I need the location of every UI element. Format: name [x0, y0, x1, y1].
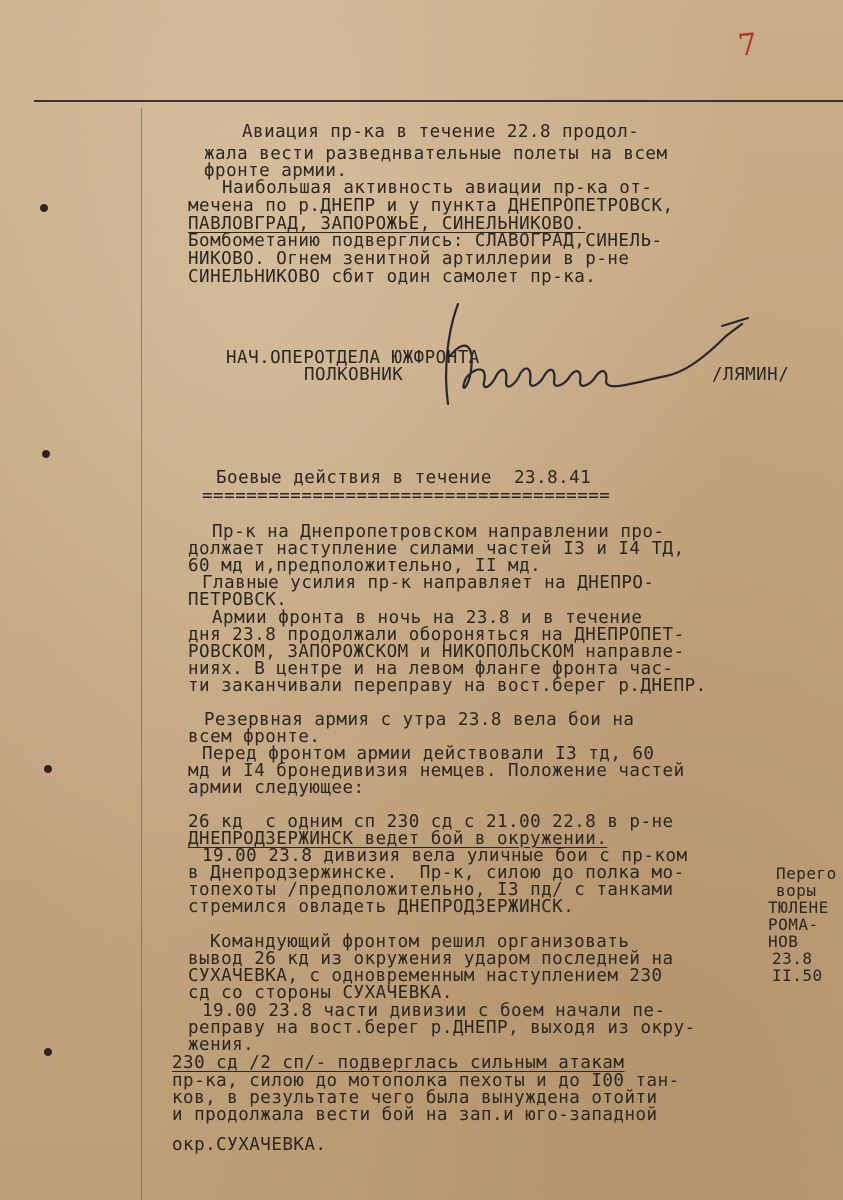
punch-hole — [44, 765, 52, 773]
text-line: Бомбометанию подверглись: СЛАВОГРАД,СИНЕЛЬ- — [188, 231, 663, 251]
signature-rank: ПОЛКОВНИК — [304, 365, 404, 385]
text-line: жения. — [188, 1035, 255, 1055]
signature-position: НАЧ.ОПЕРОТДЕЛА ЮЖФРОНТА — [226, 348, 480, 368]
punch-hole — [40, 204, 48, 212]
text-line: в Днепродзержинске. Пр-к, силою до полка мо- — [188, 863, 685, 883]
margin-note-line: ТЮЛЕНЕ — [768, 898, 829, 917]
text-line: Авиация пр-ка в течение 22.8 продол- — [242, 122, 640, 142]
text-line: ти заканчивали переправу на вост.берег р.ДНЕПР. — [188, 676, 707, 696]
text-line: Армии фронта в ночь на 23.8 и в течение — [212, 608, 643, 628]
text-line: Наибольшая активность авиации пр-ка от- — [222, 178, 653, 198]
top-rule — [34, 100, 843, 102]
text-line: СИНЕЛЬНИКОВО сбит один самолет пр-ка. — [188, 267, 597, 287]
text-line: окр.СУХАЧЕВКА. — [172, 1135, 327, 1155]
text-line: всем фронте. — [188, 727, 321, 747]
punch-hole — [42, 450, 50, 458]
text-line: сд со стороны СУХАЧЕВКА. — [188, 983, 453, 1003]
text-line: 19.00 23.8 части дивизии с боем начали пе- — [202, 1001, 666, 1021]
text-line: и продолжала вести бой на зап.и юго-западной — [172, 1105, 658, 1125]
text-line: жала вести разведнвательные полеты на всем — [204, 144, 668, 164]
margin-note-line: НОВ — [768, 932, 799, 951]
text-line: ДНЕПРОДЗЕРЖИНСК ведет бой в окружении. — [188, 829, 608, 849]
margin-rule — [141, 108, 142, 1200]
text-line: мечена по р.ДНЕПР и у пункта ДНЕПРОПЕТРОВСК, — [188, 196, 674, 216]
text-line: стремился овладеть ДНЕПРОДЗЕРЖИНСК. — [188, 897, 575, 917]
text-line: Пр-к на Днепропетровском направлении про- — [212, 522, 665, 542]
text-line: 19.00 23.8 дивизия вела уличные бои с пр-ком — [202, 846, 688, 866]
margin-note-line: РОМА- — [768, 915, 819, 934]
handwritten-signature — [436, 296, 756, 426]
section-heading: Боевые действия в течение 23.8.41 — [216, 468, 592, 488]
heading-underline: ===================================== — [202, 486, 611, 506]
text-line: ниях. В центре и на левом фланге фронта час- — [188, 659, 674, 679]
text-line: топехоты /предположительно, I3 пд/ с танками — [188, 880, 674, 900]
text-line: ПАВЛОВГРАД, ЗАПОРОЖЬЕ, СИНЕЛЬНИКОВО. — [188, 214, 586, 234]
page-number: 7 — [736, 27, 757, 64]
text-line: армии следующее: — [188, 778, 365, 798]
text-line: вывод 26 кд из окружения ударом последней на — [188, 949, 674, 969]
text-line: дня 23.8 продолжали обороняться на ДНЕПРОПЕТ- — [188, 625, 685, 645]
punch-hole — [44, 1048, 52, 1056]
text-line: 26 кд с одним сп 230 сд с 21.00 22.8 в р-не — [188, 812, 674, 832]
margin-note-line: 23.8 — [772, 949, 813, 968]
text-line: СУХАЧЕВКА, с одновременным наступлением 230 — [188, 966, 663, 986]
signature-name: /ЛЯМИН/ — [712, 365, 790, 385]
text-line: пр-ка, силою до мотополка пехоты и до I00 тан- — [172, 1071, 680, 1091]
text-line: фронте армии. — [204, 161, 348, 181]
margin-note-line: II.50 — [772, 966, 823, 985]
text-line: НИКОВО. Огнем зенитной артиллерии в р-не — [188, 249, 630, 269]
text-line: Командующий фронтом решил организовать — [210, 932, 630, 952]
text-line: Главные усилия пр-к направляет на ДНЕПРО- — [202, 573, 655, 593]
text-line: Перед фронтом армии действовали I3 тд, 60 — [202, 744, 655, 764]
margin-note-line: воры — [776, 881, 817, 900]
text-line: должает наступление силами частей I3 и I4 ТД, — [188, 539, 685, 559]
text-line: РОВСКОМ, ЗАПОРОЖСКОМ и НИКОПОЛЬСКОМ направле- — [188, 642, 685, 662]
margin-note-line: Перего — [776, 864, 837, 883]
text-line: мд и I4 бронедивизия немцев. Положение частей — [188, 761, 685, 781]
text-line: 230 сд /2 сп/- подверглась сильным атакам — [172, 1053, 625, 1073]
text-line: реправу на вост.берег р.ДНЕПР, выходя из окру- — [188, 1018, 696, 1038]
text-line: ПЕТРОВСК. — [188, 590, 288, 610]
text-line: Резервная армия с утра 23.8 вела бои на — [204, 710, 635, 730]
text-line: 60 мд и,предположительно, II мд. — [188, 556, 542, 576]
text-line: ков, в результате чего была вынуждена отойти — [172, 1088, 658, 1108]
